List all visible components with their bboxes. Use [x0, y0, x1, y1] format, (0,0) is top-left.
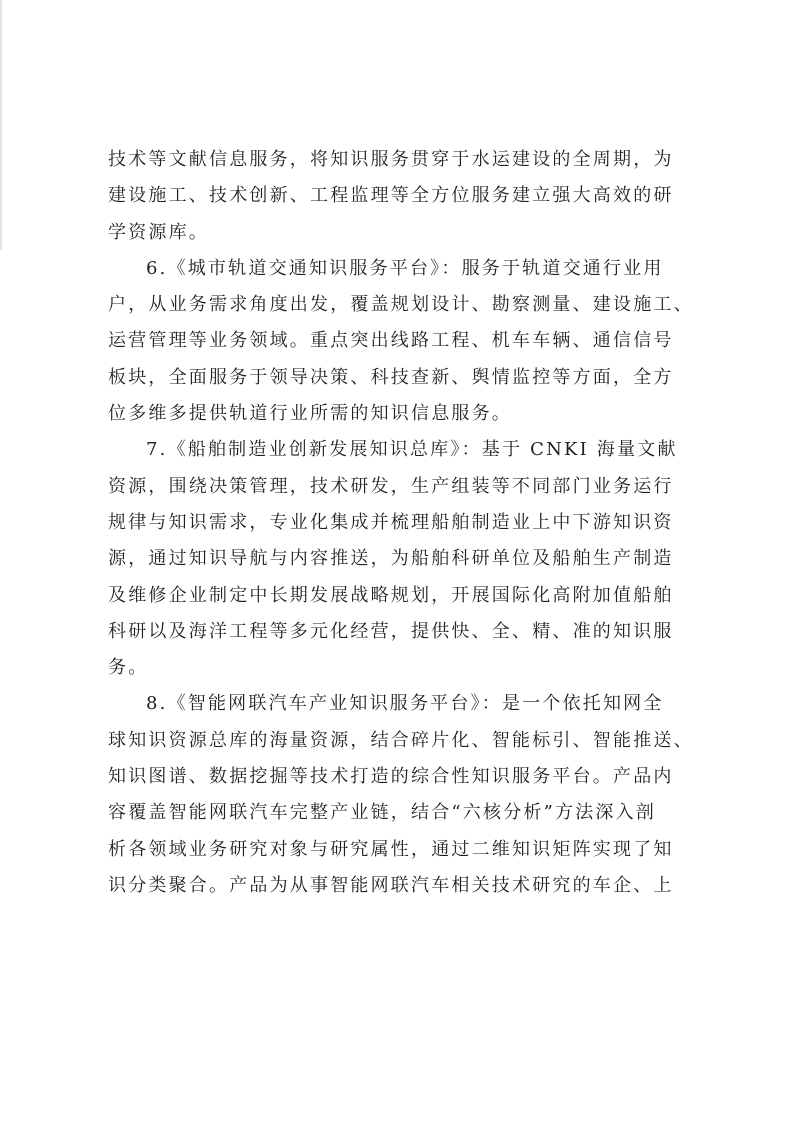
text-line: 务。: [108, 657, 149, 679]
text-line: 及维修企业制定中长期发展战略规划，开展国际化高附加值船舶: [108, 584, 674, 606]
text-line: 建设施工、技术创新、工程监理等全方位服务建立强大高效的研: [108, 185, 674, 207]
text-line: 户，从业务需求角度出发，覆盖规划设计、勘察测量、建设施工、: [108, 294, 694, 316]
text-line: 析各领域业务研究对象与研究属性，通过二维知识矩阵实现了知: [108, 838, 674, 860]
text-line: 规律与知识需求，专业化集成并梳理船舶制造业上中下游知识资: [108, 511, 674, 533]
text-line: 7.《船舶制造业创新发展知识总库》：基于 CNKI 海量文献: [146, 439, 678, 461]
text-line: 容覆盖智能网联汽车完整产业链，结合“六核分析”方法深入剖: [108, 802, 657, 824]
text-line: 科研以及海洋工程等多元化经营，提供快、全、精、准的知识服: [108, 620, 674, 642]
text-line: 源，通过知识导航与内容推送，为船舶科研单位及船舶生产制造: [108, 548, 674, 570]
text-line: 6.《城市轨道交通知识服务平台》：服务于轨道交通行业用: [146, 257, 664, 279]
text-line: 运营管理等业务领域。重点突出线路工程、机车车辆、通信信号: [108, 330, 674, 352]
text-line: 8.《智能网联汽车产业知识服务平台》：是一个依托知网全: [146, 693, 664, 715]
text-line: 位多维多提供轨道行业所需的知识信息服务。: [108, 403, 512, 425]
text-line: 球知识资源总库的海量资源，结合碎片化、智能标引、智能推送、: [108, 729, 694, 751]
text-line: 学资源库。: [108, 221, 209, 243]
text-line: 知识图谱、数据挖掘等技术打造的综合性知识服务平台。产品内: [108, 766, 674, 788]
text-line: 板块，全面服务于领导决策、科技查新、舆情监控等方面，全方: [108, 366, 674, 388]
body-text: [108, 142, 694, 904]
page-edge-shadow: [0, 0, 3, 250]
text-line: 技术等文献信息服务，将知识服务贯穿于水运建设的全周期，为: [108, 149, 674, 170]
text-line: 识分类聚合。产品为从事智能网联汽车相关技术研究的车企、上: [108, 874, 674, 896]
text-line: 资源，围绕决策管理，技术研发，生产组装等不同部门业务运行: [108, 475, 674, 497]
